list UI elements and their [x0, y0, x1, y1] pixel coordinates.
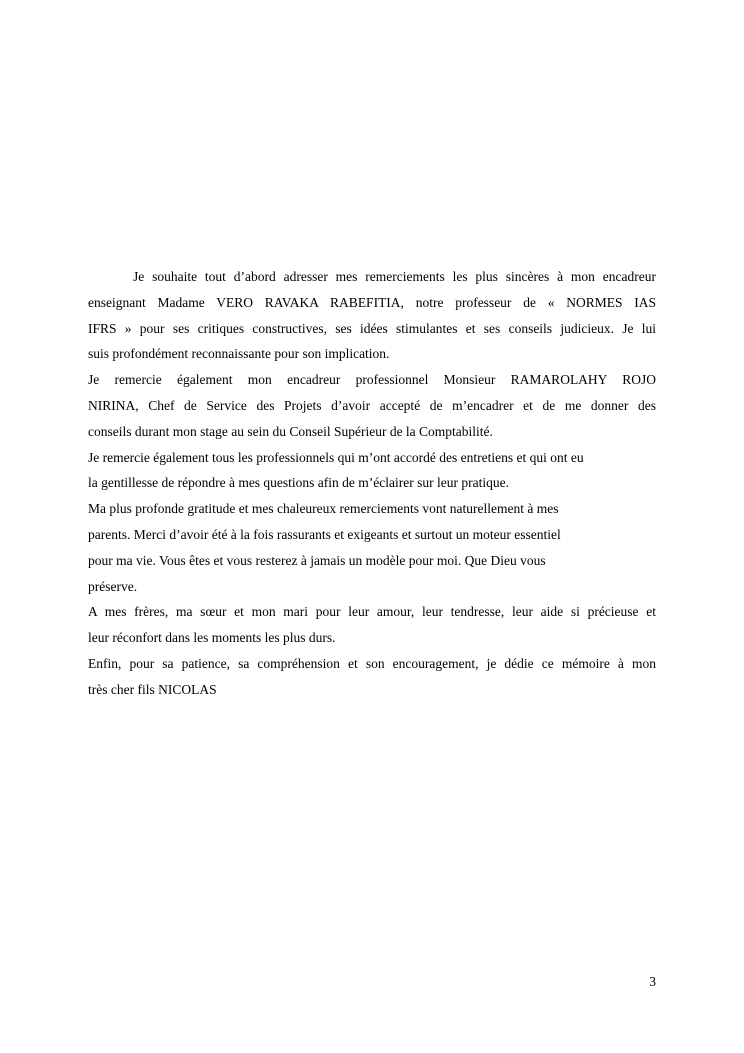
text-line: parents. Merci d’avoir été à la fois rassurants et exigeants et surtout un moteur essentiel: [88, 526, 561, 542]
text-line: très cher fils NICOLAS: [88, 681, 217, 697]
text-line: enseignant Madame VERO RAVAKA RABEFITIA, notre professeur de « NORMES IAS: [88, 294, 656, 310]
text-line: IFRS » pour ses critiques constructives, ses idées stimulantes et ses conseils judicieux. Je lui: [88, 320, 656, 336]
page-number: 3: [649, 974, 656, 989]
text-line: préserve.: [88, 578, 138, 594]
text-line: Ma plus profonde gratitude et mes chaleureux remerciements vont naturellement à mes: [88, 501, 559, 517]
text-line: Je remercie également tous les professionnels qui m’ont accordé des entretiens et qui ont eu: [88, 449, 584, 465]
text-line: A mes frères, ma sœur et mon mari pour leur amour, leur tendresse, leur aide si précieuse et: [88, 604, 656, 620]
text-line: suis profondément reconnaissante pour son implication.: [88, 346, 390, 362]
acknowledgements-text: [88, 264, 656, 703]
text-line: pour ma vie. Vous êtes et vous resterez à jamais un modèle pour moi. Que Dieu vous: [88, 552, 546, 568]
text-line: Je remercie également mon encadreur professionnel Monsieur RAMAROLAHY ROJO: [88, 372, 656, 388]
text-line: NIRINA, Chef de Service des Projets d’avoir accepté de m’encadrer et de me donner des: [88, 397, 656, 413]
text-line: la gentillesse de répondre à mes questions afin de m’éclairer sur leur pratique.: [88, 475, 509, 491]
text-line: Je souhaite tout d’abord adresser mes remerciements les plus sincères à mon encadreur: [133, 269, 656, 284]
text-line: Enfin, pour sa patience, sa compréhension et son encouragement, je dédie ce mémoire à mon: [88, 655, 656, 671]
text-line: conseils durant mon stage au sein du Conseil Supérieur de la Comptabilité.: [88, 423, 493, 439]
text-line: leur réconfort dans les moments les plus durs.: [88, 630, 336, 646]
